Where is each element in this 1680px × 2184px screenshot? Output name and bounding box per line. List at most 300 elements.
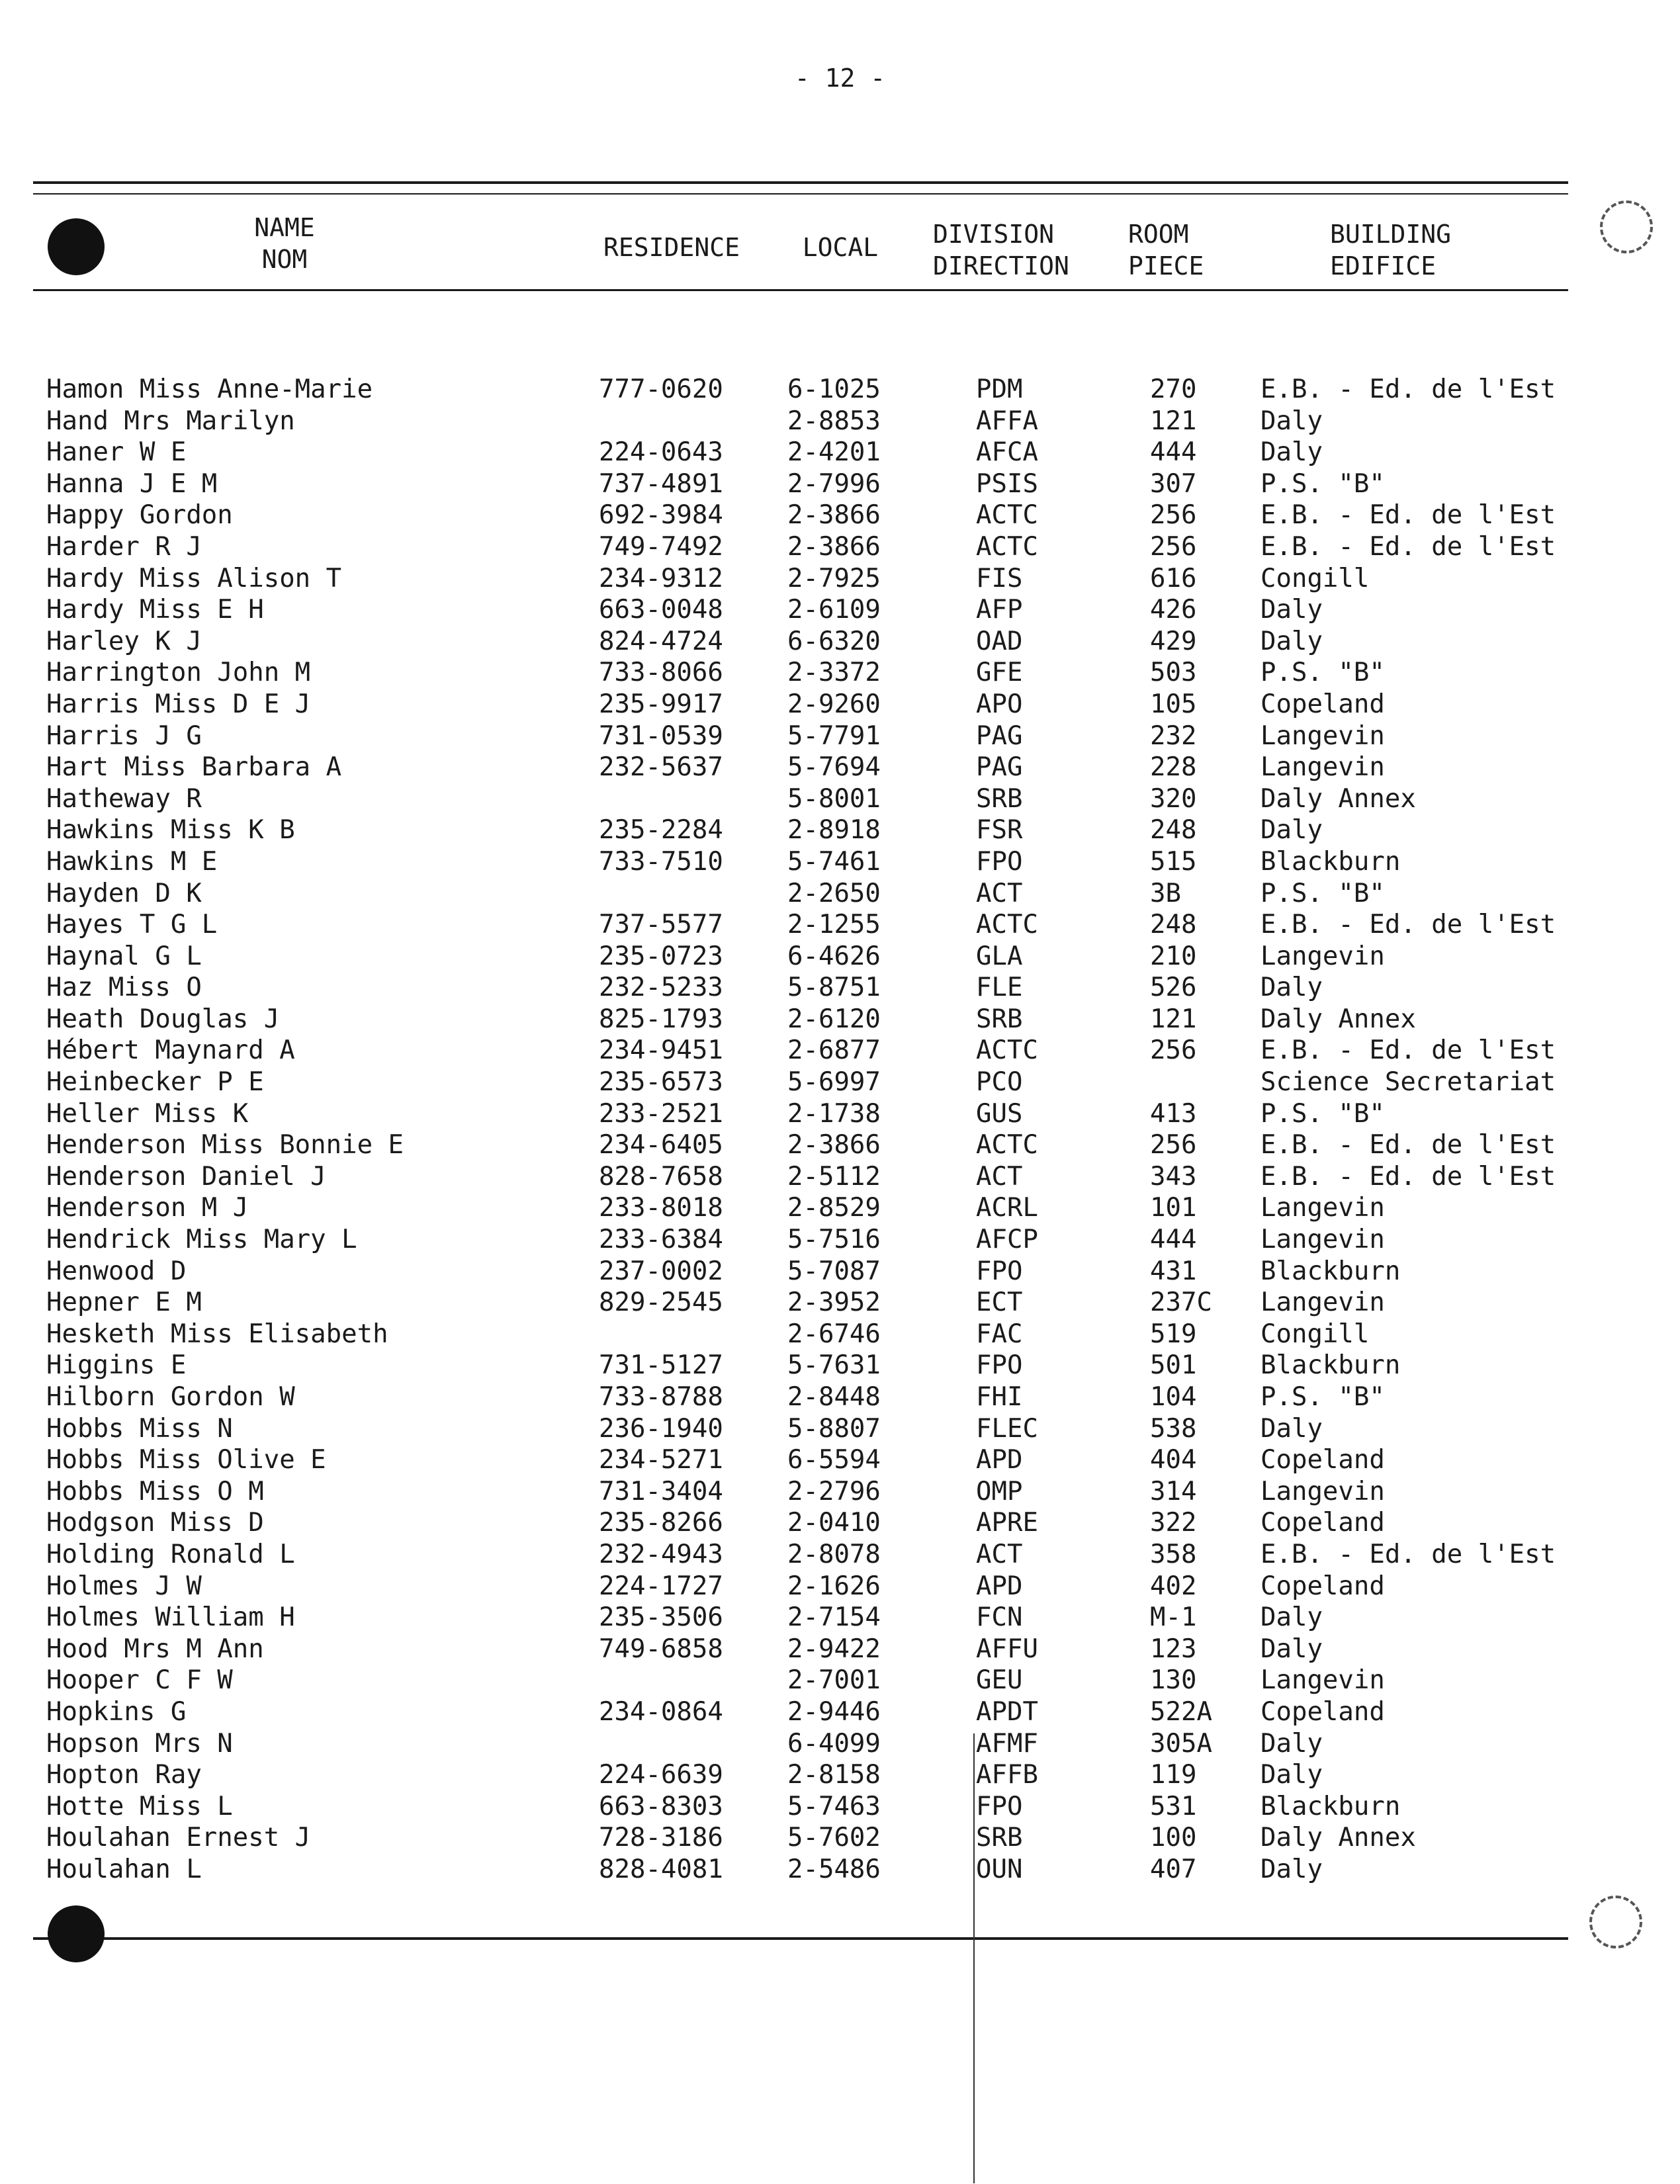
entry-local: 6-4099 (787, 1728, 881, 1759)
entry-name: Hobbs Miss N (46, 1413, 233, 1444)
entry-room: 538 (1150, 1413, 1197, 1444)
entry-division: AFFA (976, 406, 1038, 436)
entry-local: 2-8078 (787, 1539, 881, 1569)
entry-residence: 731-3404 (599, 1476, 723, 1507)
entry-room: 123 (1150, 1634, 1197, 1664)
entry-local: 5-6997 (787, 1067, 881, 1098)
entry-residence: 828-7658 (599, 1161, 723, 1192)
directory-row (0, 1004, 1680, 1035)
entry-name: Henderson Daniel J (46, 1161, 326, 1192)
entry-name: Hooper C F W (46, 1665, 233, 1696)
entry-residence: 737-4891 (599, 468, 723, 499)
entry-building: Daly (1260, 626, 1323, 656)
entry-name: Hand Mrs Marilyn (46, 406, 295, 436)
entry-division: OMP (976, 1476, 1023, 1507)
entry-building: Daly (1260, 1854, 1323, 1884)
entry-residence: 731-0539 (599, 721, 723, 751)
entry-residence: 232-4943 (599, 1539, 723, 1569)
entry-residence: 733-8788 (599, 1382, 723, 1412)
entry-name: Heath Douglas J (46, 1004, 280, 1034)
entry-building: P.S. "B" (1260, 468, 1385, 499)
entry-name: Harris Miss D E J (46, 689, 311, 719)
entry-division: APRE (976, 1508, 1038, 1538)
entry-name: Hobbs Miss Olive E (46, 1445, 326, 1475)
entry-local: 5-7631 (787, 1350, 881, 1381)
entry-residence: 236-1940 (599, 1413, 723, 1444)
entry-local: 2-3866 (787, 531, 881, 562)
entry-division: PSIS (976, 468, 1038, 499)
directory-row (0, 1381, 1680, 1413)
entry-division: APD (976, 1445, 1023, 1475)
entry-residence: 692-3984 (599, 500, 723, 531)
entry-local: 2-5112 (787, 1161, 881, 1192)
entry-name: Hart Miss Barbara A (46, 752, 342, 783)
top-rule-thick (33, 181, 1568, 184)
punch-hole-top-left (48, 218, 105, 275)
punch-hole-bottom-left (48, 1905, 105, 1962)
entry-room: 431 (1150, 1256, 1197, 1286)
entry-name: Haz Miss O (46, 973, 202, 1003)
entry-name: Hawkins Miss K B (46, 815, 295, 846)
directory-row (0, 1444, 1680, 1476)
entry-local: 2-8448 (787, 1382, 881, 1412)
entry-name: Holmes William H (46, 1602, 295, 1633)
entry-building: Daly (1260, 1760, 1323, 1790)
directory-row (0, 941, 1680, 973)
entry-division: APD (976, 1571, 1023, 1601)
entry-name: Harris J G (46, 721, 202, 751)
entry-building: Science Secretariat (1260, 1067, 1556, 1098)
entry-name: Haner W E (46, 437, 187, 468)
entry-division: AFP (976, 595, 1023, 625)
entry-room: 119 (1150, 1760, 1197, 1790)
entry-local: 2-3866 (787, 500, 881, 531)
directory-row (0, 1791, 1680, 1823)
entry-room: 444 (1150, 1225, 1197, 1255)
entry-division: APDT (976, 1696, 1038, 1727)
entry-residence: 233-2521 (599, 1098, 723, 1129)
entry-local: 6-5594 (787, 1445, 881, 1475)
entry-name: Hanna J E M (46, 468, 218, 499)
entry-room: 404 (1150, 1445, 1197, 1475)
entry-room: M-1 (1150, 1602, 1197, 1633)
entry-residence: 237-0002 (599, 1256, 723, 1286)
bottom-rule (33, 1937, 1568, 1940)
entry-division: AFFB (976, 1760, 1038, 1790)
header-rule (33, 289, 1568, 291)
entry-room: 256 (1150, 1035, 1197, 1066)
entry-building: P.S. "B" (1260, 1382, 1385, 1412)
entry-building: Daly (1260, 973, 1323, 1003)
entry-building: Blackburn (1260, 846, 1401, 877)
entry-name: Harley K J (46, 626, 202, 656)
entry-name: Hamon Miss Anne-Marie (46, 374, 373, 404)
directory-row (0, 406, 1680, 437)
entry-name: Henderson Miss Bonnie E (46, 1130, 404, 1160)
entry-residence: 749-7492 (599, 531, 723, 562)
entry-name: Hobbs Miss O M (46, 1476, 264, 1507)
entry-name: Hébert Maynard A (46, 1035, 295, 1066)
entry-division: FLE (976, 973, 1023, 1003)
entry-building: Langevin (1260, 721, 1385, 751)
entry-local: 5-7463 (787, 1791, 881, 1821)
entry-name: Haynal G L (46, 941, 202, 971)
directory-row (0, 1602, 1680, 1634)
entry-room: 501 (1150, 1350, 1197, 1381)
entry-residence: 737-5577 (599, 910, 723, 940)
entry-name: Hepner E M (46, 1288, 202, 1318)
entry-room: 402 (1150, 1571, 1197, 1601)
entry-residence: 234-0864 (599, 1696, 723, 1727)
entry-name: Hood Mrs M Ann (46, 1634, 264, 1664)
entry-room: 237C (1150, 1288, 1212, 1318)
entry-building: E.B. - Ed. de l'Est (1260, 1035, 1556, 1066)
entry-room: 256 (1150, 1130, 1197, 1160)
entry-division: ACTC (976, 910, 1038, 940)
entry-room: 256 (1150, 500, 1197, 531)
entry-name: Henwood D (46, 1256, 187, 1286)
entry-local: 2-7996 (787, 468, 881, 499)
directory-row (0, 1822, 1680, 1854)
directory-row (0, 1507, 1680, 1539)
entry-building: Daly (1260, 406, 1323, 436)
entry-residence: 232-5233 (599, 973, 723, 1003)
entry-local: 2-8918 (787, 815, 881, 846)
entry-name: Hendrick Miss Mary L (46, 1225, 357, 1255)
directory-row (0, 878, 1680, 910)
directory-row (0, 846, 1680, 878)
entry-room: 248 (1150, 910, 1197, 940)
entry-building: Daly (1260, 595, 1323, 625)
entry-room: 105 (1150, 689, 1197, 719)
entry-building: Copeland (1260, 1445, 1385, 1475)
entry-room: 104 (1150, 1382, 1197, 1412)
entry-division: ACTC (976, 1035, 1038, 1066)
entry-building: Langevin (1260, 1225, 1385, 1255)
directory-row (0, 626, 1680, 658)
directory-row (0, 1350, 1680, 1381)
entry-name: Hesketh Miss Elisabeth (46, 1319, 388, 1349)
entry-division: AFMF (976, 1728, 1038, 1759)
entry-residence: 663-8303 (599, 1791, 723, 1821)
entry-division: FCN (976, 1602, 1023, 1633)
entry-local: 5-8807 (787, 1413, 881, 1444)
entry-residence: 233-8018 (599, 1193, 723, 1223)
entry-room: 526 (1150, 973, 1197, 1003)
entry-local: 2-9260 (787, 689, 881, 719)
top-rule-thin (33, 193, 1568, 195)
entry-room: 256 (1150, 531, 1197, 562)
header-room-en: ROOM (1128, 220, 1189, 249)
directory-row (0, 657, 1680, 689)
directory-row (0, 500, 1680, 531)
entry-local: 2-8853 (787, 406, 881, 436)
entry-name: Hodgson Miss D (46, 1508, 264, 1538)
entry-division: GFE (976, 658, 1023, 688)
entry-building: P.S. "B" (1260, 878, 1385, 908)
entry-name: Hawkins M E (46, 846, 218, 877)
entry-room: 314 (1150, 1476, 1197, 1507)
entry-building: Daly Annex (1260, 1823, 1416, 1853)
entry-room: 307 (1150, 468, 1197, 499)
entry-room: 210 (1150, 941, 1197, 971)
entry-room: 3B (1150, 878, 1181, 908)
entry-residence: 235-3506 (599, 1602, 723, 1633)
entry-local: 2-4201 (787, 437, 881, 468)
entry-division: PAG (976, 721, 1023, 751)
entry-name: Heinbecker P E (46, 1067, 264, 1098)
entry-room: 531 (1150, 1791, 1197, 1821)
entry-name: Henderson M J (46, 1193, 249, 1223)
directory-row (0, 1067, 1680, 1098)
entry-division: ACTC (976, 1130, 1038, 1160)
entry-name: Hilborn Gordon W (46, 1382, 295, 1412)
entry-building: Blackburn (1260, 1791, 1401, 1821)
entry-building: Daly (1260, 1728, 1323, 1759)
header-name-en: NAME (254, 213, 315, 242)
directory-row (0, 1634, 1680, 1665)
entry-residence: 232-5637 (599, 752, 723, 783)
directory-row (0, 1224, 1680, 1256)
entry-residence: 224-0643 (599, 437, 723, 468)
entry-division: PAG (976, 752, 1023, 783)
entry-room: 616 (1150, 563, 1197, 593)
directory-row (0, 563, 1680, 595)
entry-division: FHI (976, 1382, 1023, 1412)
directory-row (0, 721, 1680, 752)
entry-room: 320 (1150, 783, 1197, 814)
entry-local: 2-1738 (787, 1098, 881, 1129)
entry-room: 121 (1150, 1004, 1197, 1034)
entry-division: ECT (976, 1288, 1023, 1318)
entry-division: ACTC (976, 500, 1038, 531)
entry-name: Heller Miss K (46, 1098, 249, 1129)
entry-name: Hopson Mrs N (46, 1728, 233, 1759)
entry-building: Langevin (1260, 752, 1385, 783)
entry-residence: 234-5271 (599, 1445, 723, 1475)
entry-residence: 733-7510 (599, 846, 723, 877)
header-residence: RESIDENCE (603, 233, 740, 262)
entry-division: ACT (976, 1161, 1023, 1192)
entry-local: 2-3866 (787, 1130, 881, 1160)
entry-room: 429 (1150, 626, 1197, 656)
entry-residence: 235-6573 (599, 1067, 723, 1098)
entry-building: P.S. "B" (1260, 658, 1385, 688)
header-building-fr: EDIFICE (1330, 251, 1437, 281)
entry-residence: 733-8066 (599, 658, 723, 688)
entry-division: FSR (976, 815, 1023, 846)
entry-residence: 824-4724 (599, 626, 723, 656)
entry-building: E.B. - Ed. de l'Est (1260, 500, 1556, 531)
entry-residence: 663-0048 (599, 595, 723, 625)
entry-local: 6-1025 (787, 374, 881, 404)
entry-name: Hopkins G (46, 1696, 187, 1727)
directory-row (0, 1256, 1680, 1288)
entry-room: 503 (1150, 658, 1197, 688)
entry-division: GLA (976, 941, 1023, 971)
directory-row (0, 909, 1680, 941)
entry-division: FLEC (976, 1413, 1038, 1444)
entry-name: Harrington John M (46, 658, 311, 688)
directory-row (0, 468, 1680, 500)
entry-building: Langevin (1260, 1665, 1385, 1696)
directory-row (0, 1192, 1680, 1224)
entry-residence: 235-9917 (599, 689, 723, 719)
entry-residence: 777-0620 (599, 374, 723, 404)
entry-residence: 234-9312 (599, 563, 723, 593)
entry-name: Hatheway R (46, 783, 202, 814)
entry-division: FIS (976, 563, 1023, 593)
header-building-en: BUILDING (1330, 220, 1452, 249)
entry-residence: 828-4081 (599, 1854, 723, 1884)
entry-local: 2-6109 (787, 595, 881, 625)
directory-row (0, 1854, 1680, 1886)
entry-building: Blackburn (1260, 1256, 1401, 1286)
entry-division: AFCP (976, 1225, 1038, 1255)
entry-division: FPO (976, 1791, 1023, 1821)
entry-residence: 234-6405 (599, 1130, 723, 1160)
entry-local: 2-3372 (787, 658, 881, 688)
entry-residence: 731-5127 (599, 1350, 723, 1381)
entry-local: 2-7925 (787, 563, 881, 593)
entry-local: 5-8751 (787, 973, 881, 1003)
entry-building: Copeland (1260, 1571, 1385, 1601)
entry-residence: 235-2284 (599, 815, 723, 846)
entry-name: Hardy Miss E H (46, 595, 264, 625)
entry-residence: 749-6858 (599, 1634, 723, 1664)
entry-local: 2-8529 (787, 1193, 881, 1223)
entry-division: FAC (976, 1319, 1023, 1349)
entry-building: Copeland (1260, 1508, 1385, 1538)
entry-name: Hayden D K (46, 878, 202, 908)
entry-residence: 234-9451 (599, 1035, 723, 1066)
entry-local: 2-8158 (787, 1760, 881, 1790)
entry-building: E.B. - Ed. de l'Est (1260, 1161, 1556, 1192)
entry-local: 5-7461 (787, 846, 881, 877)
header-division-fr: DIRECTION (933, 251, 1069, 281)
directory-row (0, 1759, 1680, 1791)
entry-room: 305A (1150, 1728, 1212, 1759)
entry-room: 444 (1150, 437, 1197, 468)
entry-division: PDM (976, 374, 1023, 404)
directory-row (0, 752, 1680, 783)
entry-room: 322 (1150, 1508, 1197, 1538)
entry-division: OUN (976, 1854, 1023, 1884)
directory-row (0, 1696, 1680, 1728)
entry-local: 2-9446 (787, 1696, 881, 1727)
directory-row (0, 374, 1680, 406)
entry-building: E.B. - Ed. de l'Est (1260, 1130, 1556, 1160)
entry-division: SRB (976, 1823, 1023, 1853)
header-name (225, 212, 344, 275)
entry-building: Daly (1260, 437, 1323, 468)
entry-local: 6-6320 (787, 626, 881, 656)
entry-local: 2-7001 (787, 1665, 881, 1696)
entry-division: ACT (976, 1539, 1023, 1569)
entry-building: E.B. - Ed. de l'Est (1260, 531, 1556, 562)
entry-local: 2-2796 (787, 1476, 881, 1507)
directory-row (0, 1129, 1680, 1161)
directory-row (0, 1539, 1680, 1571)
entry-building: E.B. - Ed. de l'Est (1260, 910, 1556, 940)
entry-building: Langevin (1260, 941, 1385, 971)
header-building (1330, 218, 1476, 282)
entry-name: Hardy Miss Alison T (46, 563, 342, 593)
directory-row (0, 814, 1680, 846)
entry-division: FPO (976, 1350, 1023, 1381)
entry-division: FPO (976, 1256, 1023, 1286)
entry-residence: 829-2545 (599, 1288, 723, 1318)
entry-local: 5-7791 (787, 721, 881, 751)
header-local: LOCAL (802, 233, 879, 262)
directory-row (0, 1035, 1680, 1067)
header-room (1128, 218, 1221, 282)
directory-row (0, 972, 1680, 1004)
directory-row (0, 437, 1680, 468)
directory-list (0, 374, 1680, 1886)
entry-residence: 224-6639 (599, 1760, 723, 1790)
entry-building: Blackburn (1260, 1350, 1401, 1381)
entry-residence: 235-0723 (599, 941, 723, 971)
entry-room: 358 (1150, 1539, 1197, 1569)
entry-local: 6-4626 (787, 941, 881, 971)
entry-building: Langevin (1260, 1288, 1385, 1318)
entry-building: P.S. "B" (1260, 1098, 1385, 1129)
entry-building: Congill (1260, 563, 1370, 593)
entry-building: Copeland (1260, 689, 1385, 719)
directory-row (0, 1098, 1680, 1130)
entry-division: GEU (976, 1665, 1023, 1696)
entry-room: 101 (1150, 1193, 1197, 1223)
entry-name: Happy Gordon (46, 500, 233, 531)
entry-division: PCO (976, 1067, 1023, 1098)
entry-local: 2-1626 (787, 1571, 881, 1601)
entry-name: Hayes T G L (46, 910, 218, 940)
entry-division: AFCA (976, 437, 1038, 468)
entry-building: Copeland (1260, 1696, 1385, 1727)
directory-row (0, 1161, 1680, 1193)
punch-hole-bottom-right (1589, 1896, 1642, 1948)
entry-building: Congill (1260, 1319, 1370, 1349)
entry-residence: 233-6384 (599, 1225, 723, 1255)
entry-division: ACRL (976, 1193, 1038, 1223)
directory-row (0, 1287, 1680, 1319)
entry-division: OAD (976, 626, 1023, 656)
entry-room: 248 (1150, 815, 1197, 846)
entry-name: Hotte Miss L (46, 1791, 233, 1821)
entry-building: Daly (1260, 1602, 1323, 1633)
directory-row (0, 689, 1680, 721)
punch-hole-top-right (1600, 200, 1653, 253)
entry-building: Daly Annex (1260, 783, 1416, 814)
header-division (933, 218, 1092, 282)
entry-local: 5-7694 (787, 752, 881, 783)
entry-building: Daly Annex (1260, 1004, 1416, 1034)
entry-division: APO (976, 689, 1023, 719)
entry-local: 2-0410 (787, 1508, 881, 1538)
entry-name: Houlahan L (46, 1854, 202, 1884)
entry-local: 2-6877 (787, 1035, 881, 1066)
entry-residence: 825-1793 (599, 1004, 723, 1034)
directory-row (0, 1476, 1680, 1508)
entry-local: 5-7087 (787, 1256, 881, 1286)
directory-row (0, 594, 1680, 626)
entry-name: Harder R J (46, 531, 202, 562)
directory-row (0, 1728, 1680, 1760)
entry-local: 2-3952 (787, 1288, 881, 1318)
directory-row (0, 1413, 1680, 1445)
entry-room: 270 (1150, 374, 1197, 404)
